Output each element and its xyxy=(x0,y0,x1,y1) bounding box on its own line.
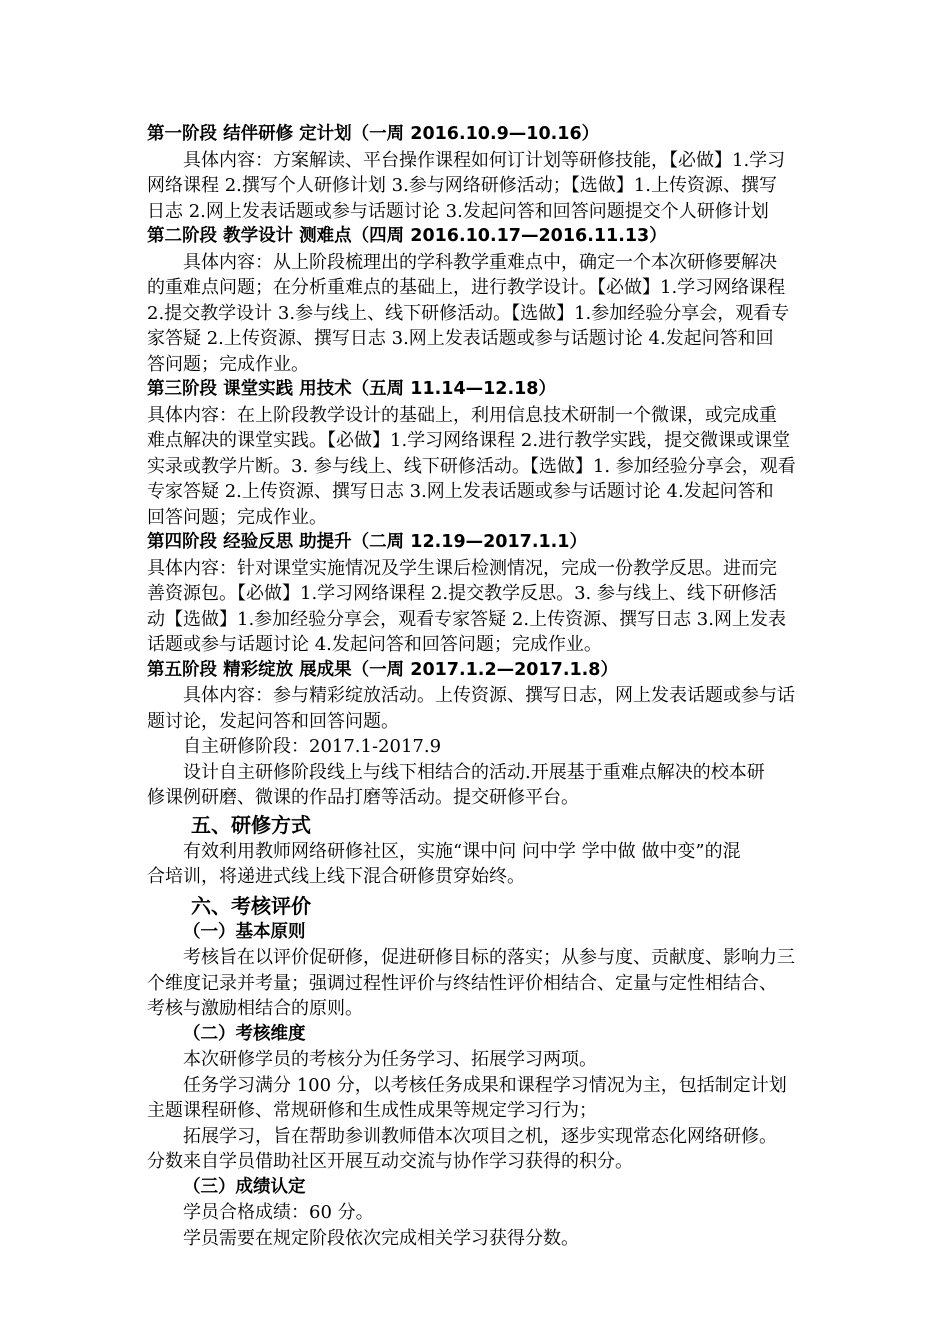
stage-4-line-3: 动【选做】1.参加经验分享会，观看专家答疑 2.上传资源、撰写日志 3.网上发表 xyxy=(147,608,786,630)
self-study-line-1: 设计自主研修阶段线上与线下相结合的活动.开展基于重难点解决的校本研 xyxy=(183,761,765,783)
stage-1-line-2: 网络课程 2.撰写个人研修计划 3.参与网络研修活动；【选做】1.上传资源、撰写 xyxy=(147,175,777,196)
stage-3-line-4: 专家答疑 2.上传资源、撰写日志 3.网上发表话题或参与话题讨论 4.发起问答和 xyxy=(147,481,774,502)
subsection-3-para-2: 学员需要在规定阶段依次完成相关学习获得分数。 xyxy=(183,1227,579,1249)
subsection-2-para-3a: 拓展学习，旨在帮助参训教师借本次项目之机，逐步实现常态化网络研修。 xyxy=(183,1125,777,1147)
self-study-line-2: 修课例研磨、微课的作品打磨等活动。提交研修平台。 xyxy=(147,787,579,808)
stage-5-line-1: 具体内容：参与精彩绽放活动。上传资源、撰写日志，网上发表话题或参与话 xyxy=(183,685,795,706)
stage-5-line-2: 题讨论，发起问答和回答问题。 xyxy=(147,710,399,732)
stage-4-line-2: 善资源包。【必做】1.学习网络课程 2.提交教学反思。3. 参与线上、线下研修活 xyxy=(147,583,777,604)
subsection-3-para-1: 学员合格成绩：60 分。 xyxy=(183,1202,374,1223)
subsection-1-line-2: 个维度记录并考量；强调过程性评价与终结性评价相结合、定量与定性相结合、 xyxy=(147,972,777,994)
document-body xyxy=(147,122,810,1251)
stage-1-line-1: 具体内容：方案解读、平台操作课程如何订计划等研修技能，【必做】1.学习 xyxy=(183,149,786,171)
subsection-2-heading: （二）考核维度 xyxy=(183,1023,306,1044)
stage-3-line-2: 难点解决的课堂实践。【必做】1.学习网络课程 2.进行教学实践，提交微课或课堂 xyxy=(147,430,791,451)
section-6-heading: 六、考核评价 xyxy=(191,893,311,918)
subsection-2-para-1: 本次研修学员的考核分为任务学习、拓展学习两项。 xyxy=(183,1049,597,1070)
stage-3-line-5: 回答问题；完成作业。 xyxy=(147,506,327,528)
stage-2-line-5: 答问题；完成作业。 xyxy=(147,353,309,375)
stage-5-title: 第五阶段 精彩绽放 展成果（一周 2017.1.2—2017.1.8） xyxy=(147,659,618,680)
stage-2-line-1: 具体内容：从上阶段梳理出的学科教学重难点中，确定一个本次研修要解决 xyxy=(183,251,777,273)
stage-4-line-4: 话题或参与话题讨论 4.发起问答和回答问题；完成作业。 xyxy=(147,634,602,655)
stage-2-line-3: 2.提交教学设计 3.参与线上、线下研修活动。【选做】1.参加经验分享会，观看专 xyxy=(147,302,790,324)
section-5-heading: 五、研修方式 xyxy=(191,812,311,837)
stage-4-title: 第四阶段 经验反思 助提升（二周 12.19—2017.1.1） xyxy=(147,532,587,552)
stage-2-line-2: 的重难点问题；在分析重难点的基础上，进行教学设计。【必做】1.学习网络课程 xyxy=(147,277,786,298)
subsection-2-para-3b: 分数来自学员借助社区开展互动交流与协作学习获得的积分。 xyxy=(147,1151,633,1172)
subsection-2-para-2a: 任务学习满分 100 分，以考核任务成果和课程学习情况为主，包括制定计划 xyxy=(183,1074,787,1096)
subsection-1-line-1: 考核旨在以评价促研修，促进研修目标的落实；从参与度、贡献度、影响力三 xyxy=(183,947,795,968)
stage-1-title: 第一阶段 结伴研修 定计划（一周 2016.10.9—10.16） xyxy=(147,124,600,144)
subsection-1-line-3: 考核与激励相结合的原则。 xyxy=(147,998,363,1019)
stage-3-title: 第三阶段 课堂实践 用技术（五周 11.14—12.18） xyxy=(147,379,556,399)
stage-3-line-3: 实录或教学片断。3. 参与线上、线下研修活动。【选做】1. 参加经验分享会，观看 xyxy=(147,455,796,477)
subsection-1-heading: （一）基本原则 xyxy=(183,921,306,942)
subsection-3-heading: （三）成绩认定 xyxy=(183,1176,306,1197)
stage-2-title: 第二阶段 教学设计 测难点（四周 2016.10.17—2016.11.13） xyxy=(147,226,667,246)
section-5-line-2: 合培训，将递进式线上线下混合研修贯穿始终。 xyxy=(147,866,525,887)
stage-2-line-4: 家答疑 2.上传资源、撰写日志 3.网上发表话题或参与话题讨论 4.发起问答和回 xyxy=(147,328,774,349)
section-5-line-1: 有效利用教师网络研修社区，实施“课中问 问中学 学中做 做中变”的混 xyxy=(183,840,741,862)
stage-3-line-1: 具体内容：在上阶段教学设计的基础上，利用信息技术研制一个微课，或完成重 xyxy=(147,404,777,426)
self-study-period: 自主研修阶段：2017.1-2017.9 xyxy=(183,736,442,757)
stage-1-line-3: 日志 2.网上发表话题或参与话题讨论 3.发起问答和回答问题提交个人研修计划 xyxy=(147,200,769,222)
subsection-2-para-2b: 主题课程研修、常规研修和生成性成果等规定学习行为； xyxy=(147,1100,597,1121)
stage-4-line-1: 具体内容：针对课堂实施情况及学生课后检测情况，完成一份教学反思。进而完 xyxy=(147,557,777,579)
